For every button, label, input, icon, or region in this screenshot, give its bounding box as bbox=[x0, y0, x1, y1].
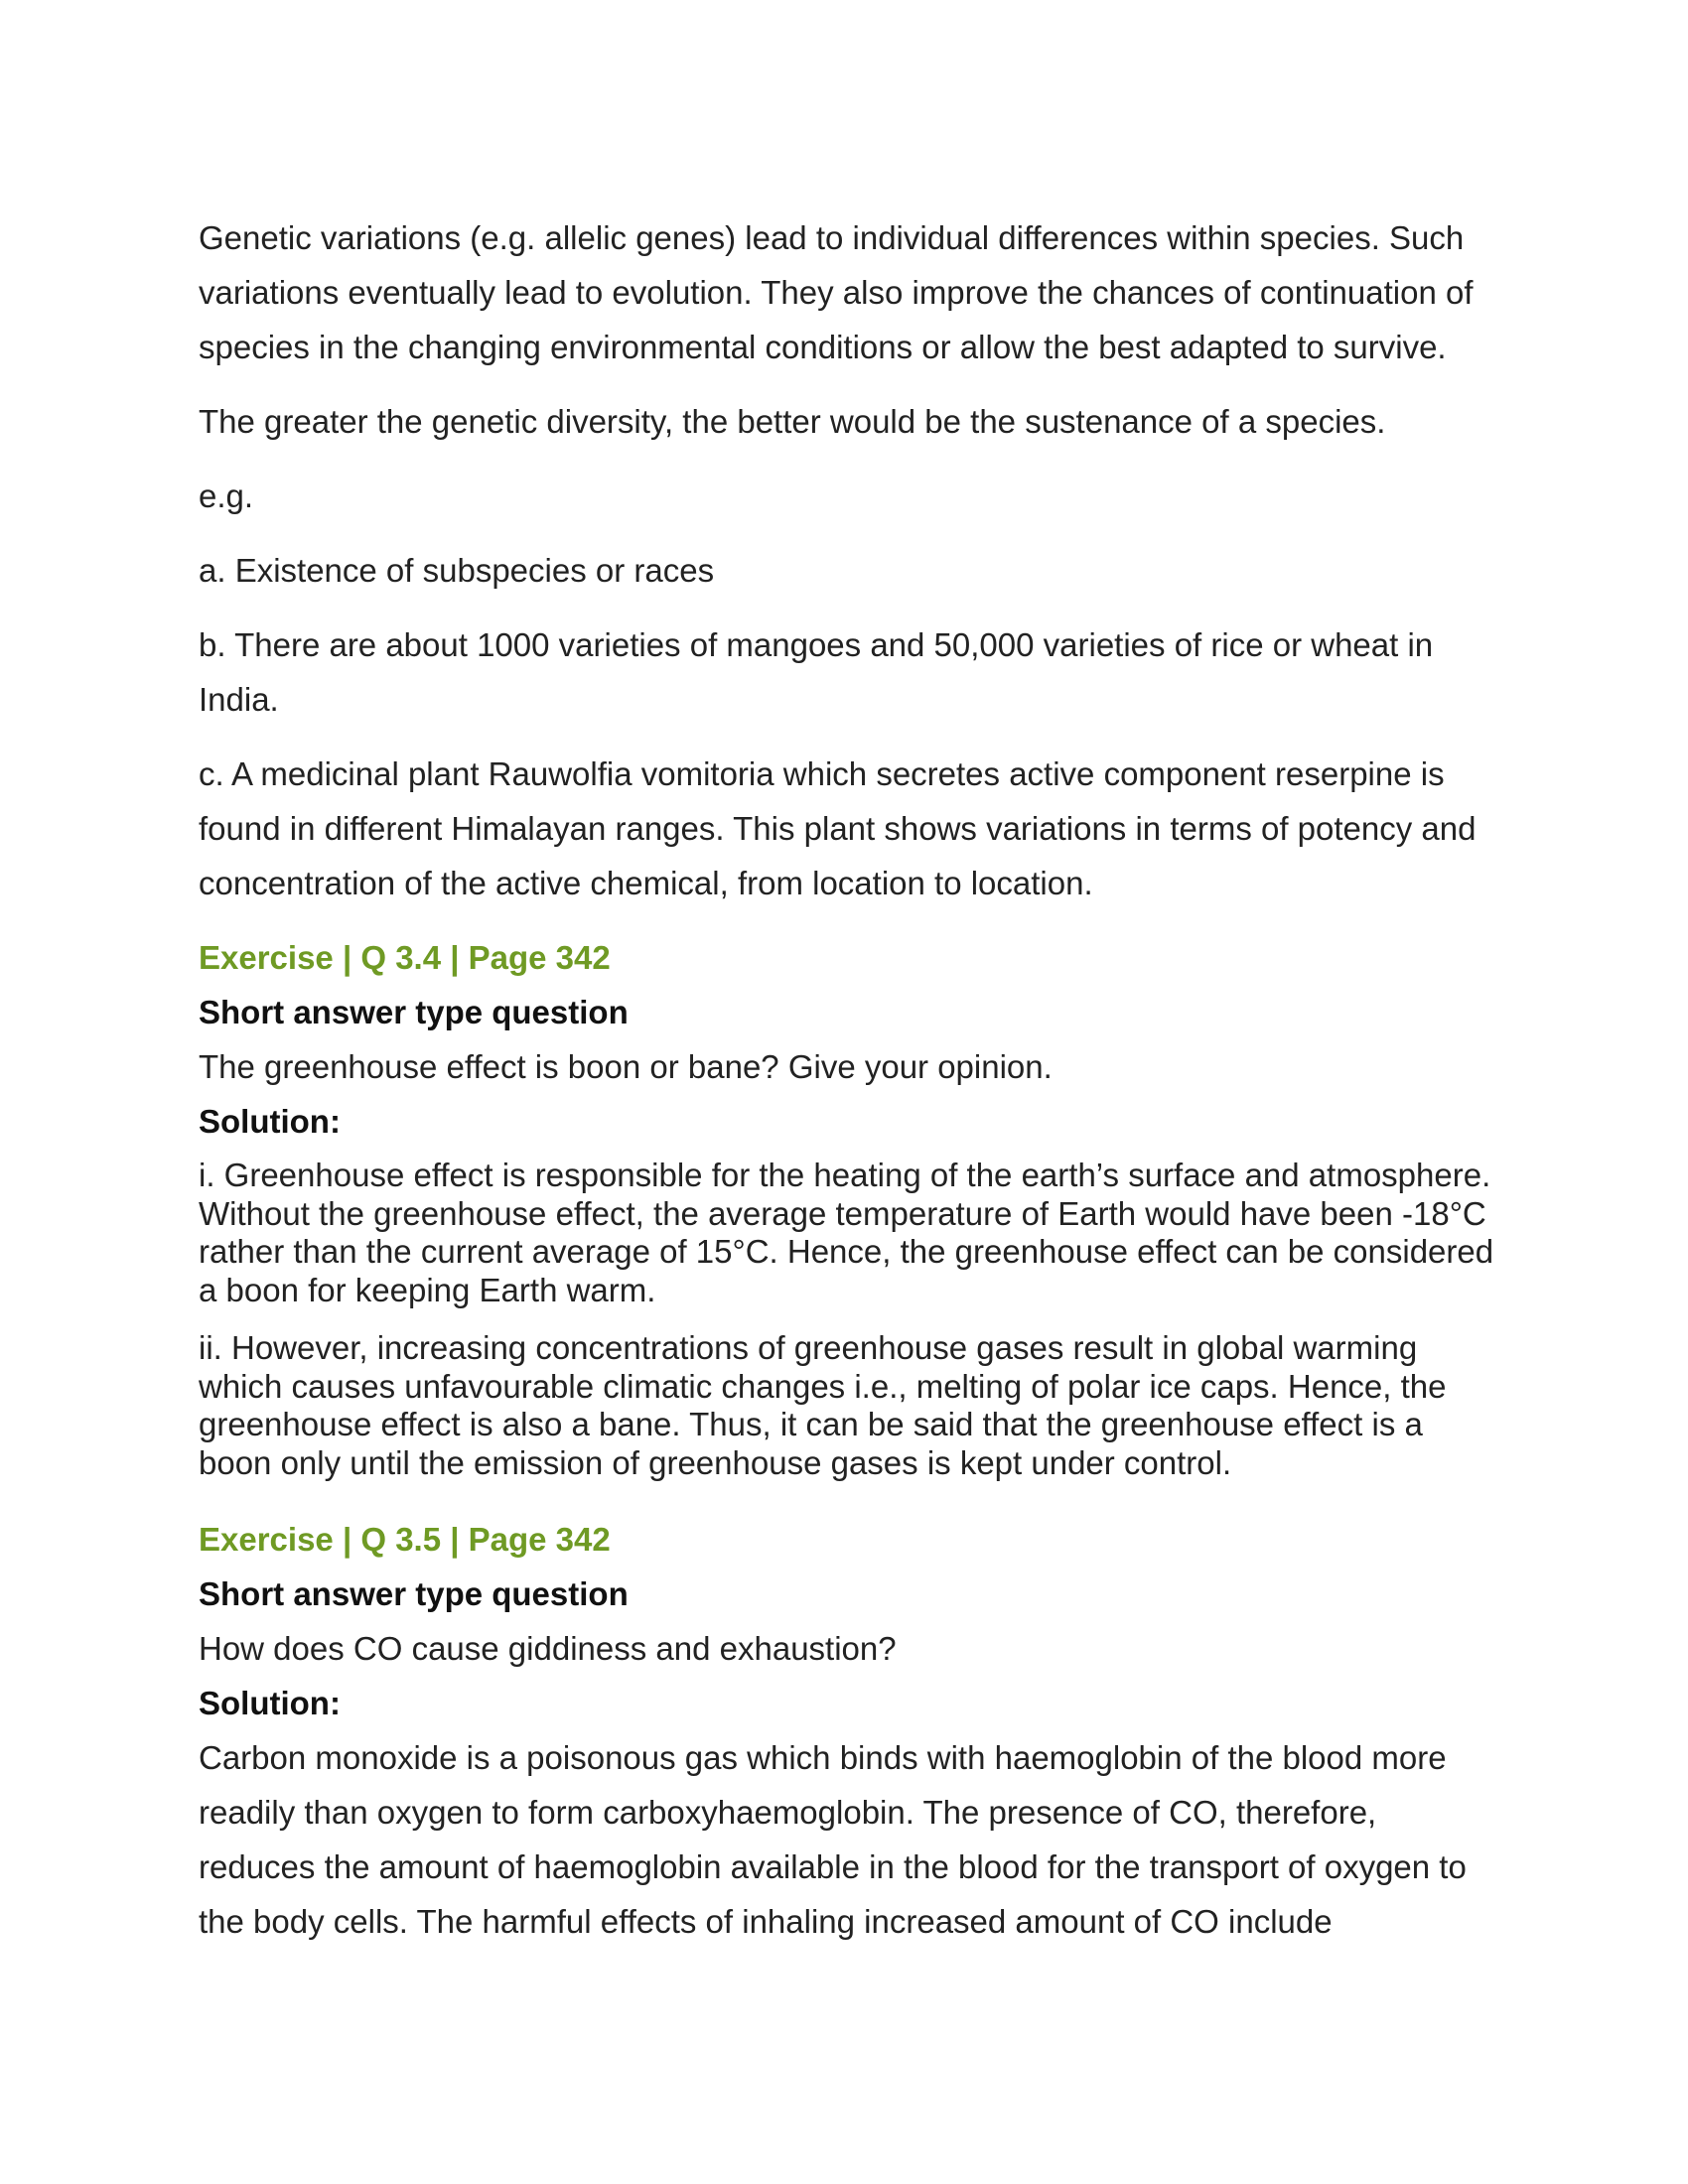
exercise-q3-5-type-label: Short answer type question bbox=[199, 1575, 629, 1612]
intro-paragraph-genetic-diversity: The greater the genetic diversity, the better would be the sustenance of a species. bbox=[199, 403, 1386, 440]
exercise-q3-5-solution-label: Solution: bbox=[199, 1685, 341, 1721]
intro-paragraph-genetic-variations: Genetic variations (e.g. allelic genes) lead to individual differences within species. Such variations eventually lead to evolution. They also improve the chances of continuation of species in the changing environmental conditions or allow the best adapted to survive. bbox=[199, 219, 1474, 365]
exercise-q3-4 bbox=[199, 930, 1499, 1482]
example-item-a: a. Existence of subspecies or races bbox=[199, 552, 715, 589]
example-item-b: b. There are about 1000 varieties of mangoes and 50,000 varieties of rice or wheat in India. bbox=[199, 626, 1434, 718]
section-gap bbox=[199, 1502, 1499, 1512]
exercise-q3-5-question: How does CO cause giddiness and exhaustion? bbox=[199, 1630, 897, 1667]
exercise-q3-4-answer-i: i. Greenhouse effect is responsible for the heating of the earth’s surface and atmosphere. Without the greenhouse effect, the average temperature of Earth would have been -18°C rather than the current average of 15°C. Hence, the greenhouse effect can be considered a boon for keeping Earth warm. bbox=[199, 1157, 1494, 1308]
exercise-q3-4-answer-ii: ii. However, increasing concentrations of greenhouse gases result in global warming which causes unfavourable climatic changes i.e., melting of polar ice caps. Hence, the greenhouse effect is also a bane. Thus, it can be said that the greenhouse effect is a boon only until the emission of greenhouse gases is kept under control. bbox=[199, 1329, 1447, 1481]
exercise-q3-4-question: The greenhouse effect is boon or bane? Give your opinion. bbox=[199, 1048, 1053, 1085]
exercise-q3-5 bbox=[199, 1512, 1499, 1949]
exercise-q3-5-answer: Carbon monoxide is a poisonous gas which binds with haemoglobin of the blood more readily than oxygen to form carboxyhaemoglobin. The presence of CO, therefore, reduces the amount of haemoglobin available in the blood for the transport of oxygen to the body cells. The harmful effects of inhaling increased amount of CO include bbox=[199, 1739, 1467, 1940]
exercise-q3-4-solution-label: Solution: bbox=[199, 1103, 341, 1140]
exercise-q3-4-type-label: Short answer type question bbox=[199, 994, 629, 1030]
example-item-c: c. A medicinal plant Rauwolfia vomitoria which secretes active component reserpine is found in different Himalayan ranges. This plant shows variations in terms of potency and concentration of the active chemical, from location to location. bbox=[199, 755, 1477, 901]
example-label: e.g. bbox=[199, 478, 254, 514]
exercise-q3-4-heading: Exercise | Q 3.4 | Page 342 bbox=[199, 939, 611, 976]
document-page bbox=[199, 210, 1499, 1969]
exercise-q3-5-heading: Exercise | Q 3.5 | Page 342 bbox=[199, 1521, 611, 1558]
